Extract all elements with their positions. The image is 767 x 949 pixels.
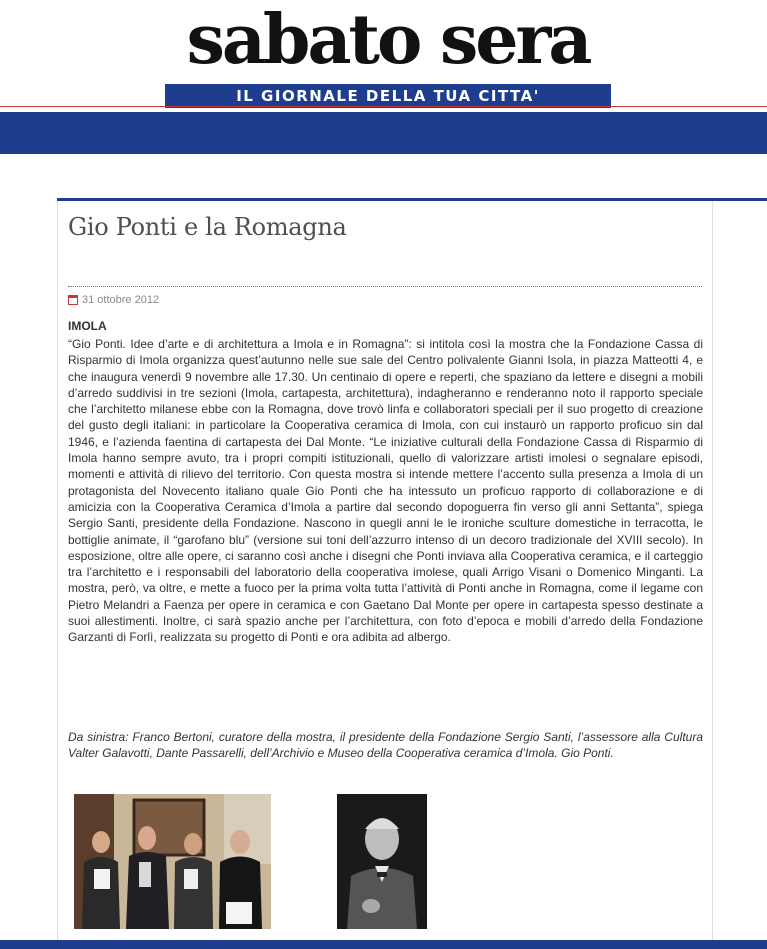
logo-wordmark: sabato sera — [186, 0, 590, 80]
article-container — [57, 201, 713, 949]
article-body: “Gio Ponti. Idee d’arte e di architettura a Imola e in Romagna”: si intitola così la mostra che la Fondazione Cassa di Risparmio di Imola organizza quest’autunno nelle sue sale del Centro polivalente Gianni Isola, in piazza Matteotti 4, e che inaugura venerdì 9 novembre alle 17.30. Un centinaio di opere e reperti, che spaziano da lettere e disegni a mobili d’arredo suddivisi in tre sezioni (Imola, cartapesta, architettura), indagheranno e renderanno noto il rapporto speciale che l’architetto milanese ebbe con la Romagna, dove trovò linfa e collaboratori speciali per il suo progetto di creazione del gusto degli italiani: in particolare la Cooperativa ceramica di Imola, con cui instaurò un rapporto proficuo sin dal 1946, e l’azienda faentina di cartapesta dei Dal Monte. “Le iniziative culturali della Fondazione Cassa di Risparmio di Imola hanno sempre avuto, tra i propri compiti istituzionali, quello di valorizzare artisti imolesi o segnalare episodi, momenti e attività di rilievo del territorio. Con questa mostra si intende mettere l’accento sulla presenza a Imola di un protagonista del Novecento italiano quale Gio Ponti che ha intessuto un proficuo rapporto di collaborazione e di amicizia con la Cooperativa Ceramica d’Imola a partire dal secondo dopoguerra fin verso gli anni Settanta”, spiega Sergio Santi, presidente della Fondazione. Nascono in quegli anni le le ironiche sculture domestiche in terracotta, le bottiglie animate, il “garofano blu” (versione sui toni dell’azzurro intenso di un decoro tradizionale del XVIII secolo). In esposizione, oltre alle opere, ci saranno così anche i disegni che Ponti inviava alla Cooperativa ceramica, e il carteggio tra l’architetto e i responsabili del laboratorio della cooperativa imolese, quali Arrigo Visani o Domenico Minganti. La mostra, però, va oltre, e mette a fuoco per la prima volta tutta l’attività di Ponti anche in Romagna, come il legame con Pietro Melandri a Faenza per opere in ceramica e con Gaetano Dal Monte per opere in cartapesta spesso destinate a suoi allestimenti. Inoltre, ci sarà spazio anche per l’architettura, con foto d’epoca e mobili d’arredo della Fondazione Garzanti di Forlì, realizzata su progetto di Ponti e ora adibita ad albergo. — [68, 337, 703, 645]
navigation-bar — [0, 112, 767, 154]
article-date — [68, 294, 159, 306]
article-date-text: 31 ottobre 2012 — [82, 294, 160, 306]
masthead — [0, 0, 767, 112]
title-divider — [68, 286, 702, 287]
gio-ponti-portrait — [337, 794, 427, 929]
article-kicker: IMOLA — [68, 319, 107, 333]
logo-tagline: IL GIORNALE DELLA TUA CITTA' — [165, 84, 611, 108]
photo-caption: Da sinistra: Franco Bertoni, curatore della mostra, il presidente della Fondazione Sergio Santi, l’assessore alla Cultura Valter Galavotti, Dante Passarelli, dell’Archivio e Museo della Cooperativa ceramica d’Imola. Gio Ponti. — [68, 730, 703, 761]
footer-bar — [0, 940, 767, 949]
site-logo[interactable] — [165, 0, 611, 105]
group-photo — [74, 794, 271, 929]
article-title[interactable]: Gio Ponti e la Romagna — [68, 213, 347, 241]
masthead-divider — [0, 106, 767, 107]
calendar-icon — [68, 295, 78, 305]
